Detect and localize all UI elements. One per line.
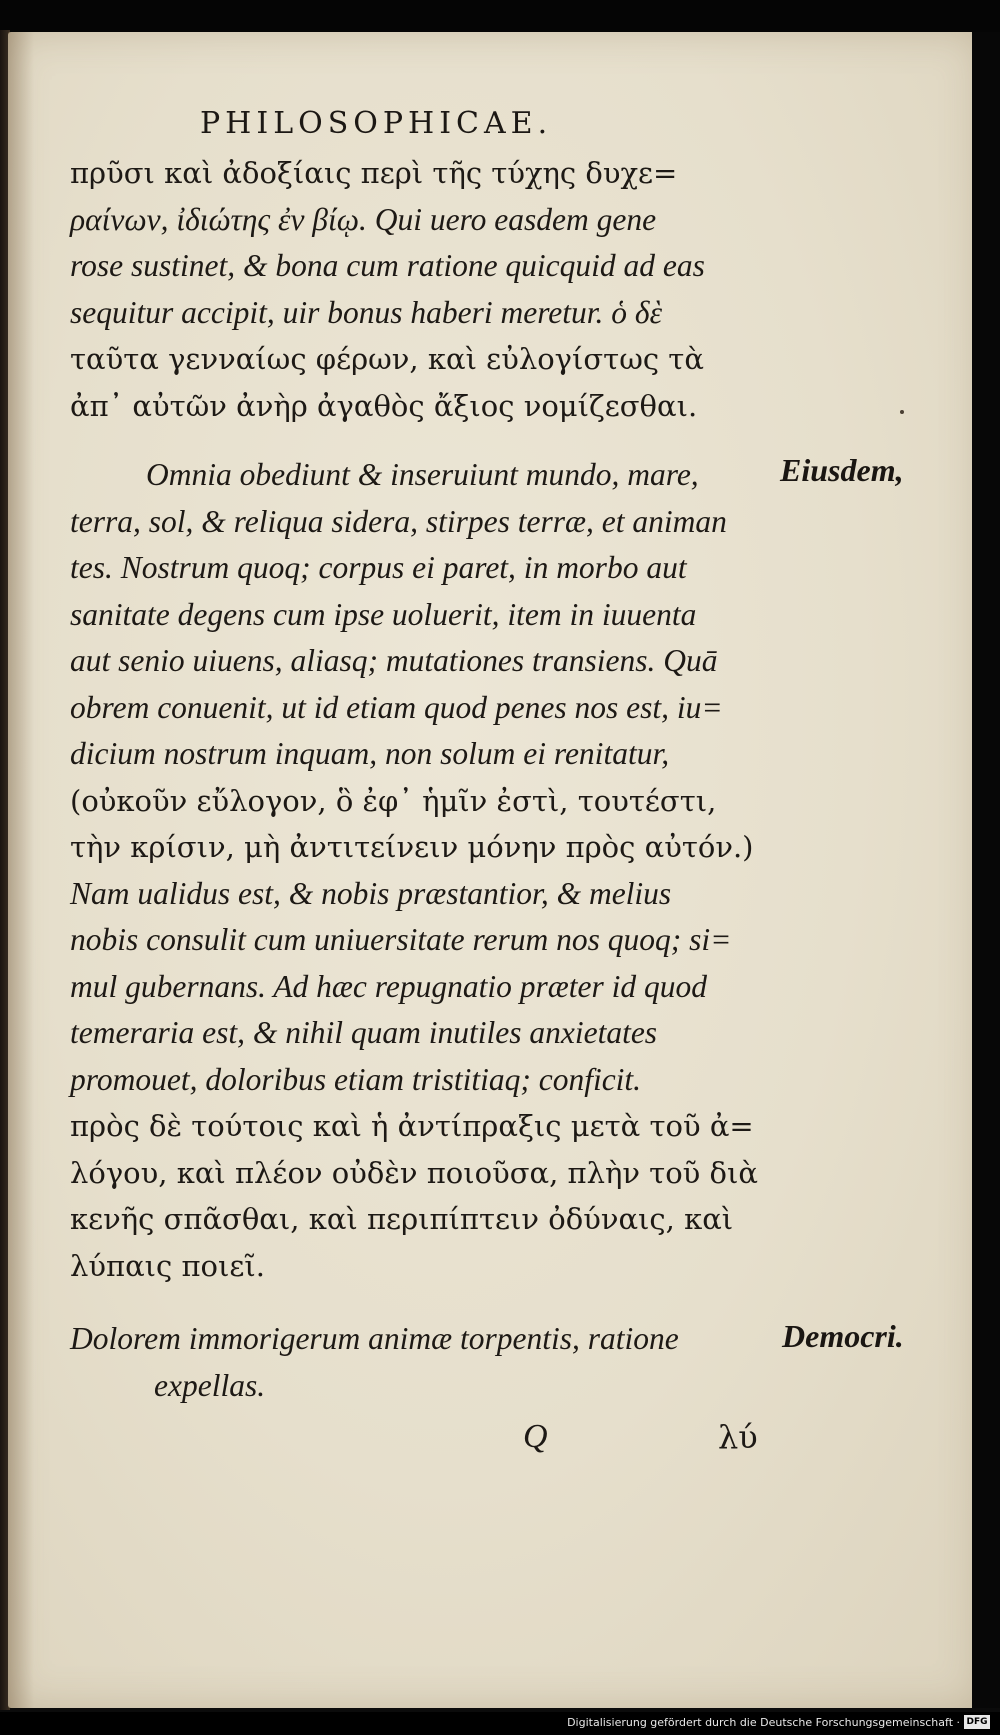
digitization-credit: Digitalisierung gefördert durch die Deutsche Forschungsgemeinschaft · — [567, 1716, 960, 1729]
text-line: sequitur accipit, uir bonus haberi meretur. ὁ δὲ — [70, 294, 662, 330]
text-line: πρῦσι καὶ ἀδοξίαις περὶ τῆς τύχης δυχε= — [70, 156, 678, 190]
text-block-1 — [70, 150, 770, 429]
text-line: obrem conuenit, ut id etiam quod penes nos est, iu= — [70, 689, 723, 725]
text-line: (οὐκοῦν εὔλογον, ὃ ἐφ᾽ ἡμῖν ἐστὶ, τουτέστι, — [70, 783, 717, 818]
text-line: mul gubernans. Ad hæc repugnatio præter id quod — [70, 968, 707, 1004]
running-head: PHILOSOPHICAE. — [200, 106, 553, 141]
ink-speck — [900, 410, 904, 414]
text-block-2 — [70, 452, 770, 1289]
text-line: Omnia obediunt & inseruiunt mundo, mare, — [146, 457, 699, 492]
text-line: πρὸς δὲ τούτοις καὶ ἡ ἀντίπραξις μετὰ τοῦ ἀ= — [70, 1109, 754, 1143]
text-line: κενῆς σπᾶσθαι, καὶ περιπίπτειν ὀδύναις, καὶ — [70, 1202, 734, 1236]
text-line: rose sustinet, & bona cum ratione quicquid ad eas — [70, 248, 705, 283]
text-line: nobis consulit cum uniuersitate rerum nos quoq; si= — [70, 922, 732, 957]
text-line: ραίνων, ἰδιώτης ἐν βίῳ. Qui uero easdem gene — [70, 201, 657, 237]
text-line: ἀπ᾽ αὐτῶν ἀνὴρ ἀγαθὸς ἄξιος νομίζεσθαι. — [70, 388, 698, 423]
text-line: Nam ualidus est, & nobis præstantior, & melius — [70, 875, 672, 911]
text-line: dicium nostrum inquam, non solum ei renitatur, — [70, 736, 670, 771]
text-line: terra, sol, & reliqua sidera, stirpes terræ, et animan — [70, 503, 727, 539]
text-line: promouet, doloribus etiam tristitiaq; conficit. — [70, 1061, 642, 1097]
text-line: ταῦτα γενναίως φέρων, καὶ εὐλογίστως τὰ — [70, 342, 704, 376]
scan-right-edge — [972, 32, 1000, 1708]
text-line: expellas. — [154, 1367, 266, 1403]
text-line: λύπαις ποιεῖ. — [70, 1248, 265, 1283]
margin-note-democri: Democri. — [782, 1318, 904, 1354]
text-line: sanitate degens cum ipse uoluerit, item in iuuenta — [70, 596, 697, 632]
text-line: aut senio uiuens, aliasq; mutationes transiens. Quā — [70, 643, 718, 678]
text-line: λόγου, καὶ πλέον οὐδὲν ποιοῦσα, πλὴν τοῦ διὰ — [70, 1155, 758, 1190]
scan-top-edge — [0, 0, 1000, 34]
text-block-3 — [70, 1316, 770, 1409]
dfg-logo-icon: DFG — [964, 1715, 990, 1729]
text-line: tes. Nostrum quoq; corpus ei paret, in morbo aut — [70, 550, 687, 585]
signature-mark: Q — [523, 1418, 548, 1455]
catchword: λύ — [718, 1418, 758, 1456]
text-line: τὴν κρίσιν, μὴ ἀντιτείνειν μόνην πρὸς αὐτόν.) — [70, 830, 754, 864]
text-line: temeraria est, & nihil quam inutiles anxietates — [70, 1015, 658, 1050]
text-line: Dolorem immorigerum animæ torpentis, ratione — [70, 1321, 679, 1356]
margin-note-eiusdem: Eiusdem, — [780, 452, 904, 488]
